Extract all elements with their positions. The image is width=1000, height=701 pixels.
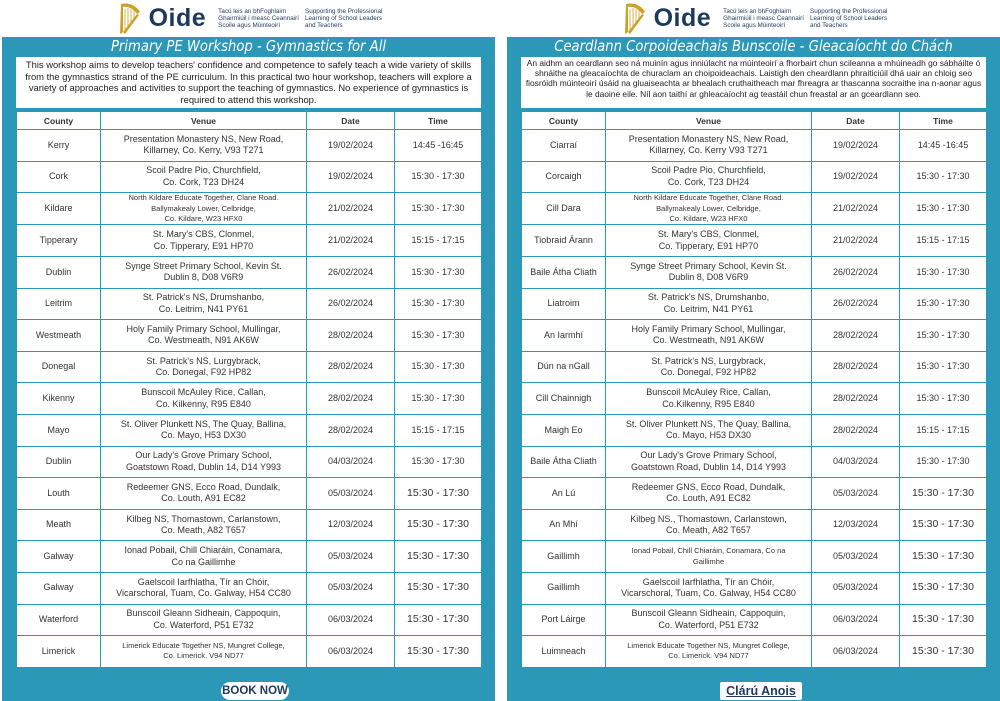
harp-icon — [620, 2, 648, 36]
venue-line: Co. Limerick. V94 ND77 — [668, 651, 749, 661]
venue-line: Presentation Monastery NS, New Road, — [123, 133, 284, 144]
cell-venue — [606, 161, 812, 193]
cell-time: 15:30 - 17:30 — [900, 383, 987, 415]
cell-county: Mayo — [17, 414, 101, 446]
venue-line: Co. Leitrim, N41 PY61 — [663, 303, 754, 314]
logo-bar — [2, 0, 495, 37]
venue-line: Goatstown Road, Dublin 14, D14 Y993 — [631, 461, 786, 472]
cell-date: 21/02/2024 — [307, 225, 395, 257]
table-row — [522, 446, 987, 478]
cell-county: Baile Átha Cliath — [522, 446, 606, 478]
cell-county: Maigh Eo — [522, 414, 606, 446]
cell-time: 15:30 - 17:30 — [900, 604, 987, 636]
book-now-button[interactable]: BOOK NOW — [221, 682, 289, 700]
cell-county: Leitrim — [17, 288, 101, 320]
venue-line: Dublin 8, D08 V6R9 — [668, 272, 749, 283]
cell-venue — [101, 478, 307, 510]
cell-county: Dún na nGall — [522, 351, 606, 383]
tagline-irish: Tacú leis an bhFoghlaim Ghairmiúil i measc Ceannairí Scoile agus Múinteoirí — [218, 7, 300, 30]
cell-time: 15:30 - 17:30 — [900, 478, 987, 510]
header-time: Time — [900, 112, 987, 130]
table-row — [17, 636, 482, 668]
cell-time: 15:15 - 17:15 — [900, 225, 987, 257]
table-row — [17, 572, 482, 604]
cell-county: Louth — [17, 478, 101, 510]
venue-line: Killarney, Co. Kerry, V93 T271 — [143, 145, 264, 156]
cell-time: 15:30 - 17:30 — [395, 257, 482, 289]
cell-date: 12/03/2024 — [812, 509, 900, 541]
table-row — [522, 257, 987, 289]
table-row — [17, 193, 482, 225]
venue-line: Co. Westmeath, N91 AK6W — [148, 335, 259, 346]
cell-date: 28/02/2024 — [812, 351, 900, 383]
venue-line: Co.Kilkenny, R95 E840 — [662, 398, 755, 409]
cell-venue — [606, 130, 812, 162]
table-row — [17, 288, 482, 320]
cell-time: 15:30 - 17:30 — [900, 161, 987, 193]
venue-line: North Kildare Educate Together, Clane Road. — [128, 193, 279, 203]
cell-venue — [606, 257, 812, 289]
venue-line: Scoil Padre Pio, Churchfield, — [146, 165, 261, 176]
cell-time: 15:30 - 17:30 — [395, 320, 482, 352]
table-row — [17, 509, 482, 541]
venue-line: Kilbeg NS, Thomastown, Carlanstown, — [126, 513, 281, 524]
venue-line: Ballymakealy Lower, Celbridge, — [151, 203, 256, 213]
cell-venue — [101, 320, 307, 352]
cell-venue — [101, 257, 307, 289]
workshop-title: Primary PE Workshop - Gymnastics for All — [110, 37, 387, 55]
venue-line: Synge Street Primary School, Kevin St. — [125, 260, 282, 271]
venue-line: Limerick Educate Together NS, Mungret College, — [122, 641, 285, 651]
venue-line: Co. Leitrim, N41 PY61 — [158, 303, 249, 314]
cell-venue — [101, 351, 307, 383]
cell-time: 15:30 - 17:30 — [900, 541, 987, 573]
table-row — [522, 478, 987, 510]
venue-line: St. Oliver Plunkett NS, The Quay, Ballina, — [625, 418, 792, 429]
cell-county: Galway — [17, 572, 101, 604]
cell-time: 15:30 - 17:30 — [395, 604, 482, 636]
cell-date: 12/03/2024 — [307, 509, 395, 541]
venue-line: Co na Gaillimhe — [171, 556, 236, 567]
header-county: County — [17, 112, 101, 130]
table-row — [522, 636, 987, 668]
venue-line: Holy Family Primary School, Mullingar, — [126, 323, 281, 334]
table-row — [522, 161, 987, 193]
cell-county: Port Láirge — [522, 604, 606, 636]
venue-line: Limerick Educate Together NS, Mungret College, — [627, 641, 790, 651]
venue-line: Killarney, Co. Kerry V93 T271 — [649, 145, 768, 156]
table-row — [17, 541, 482, 573]
cell-county: Kikenny — [17, 383, 101, 415]
cell-time: 15:30 - 17:30 — [900, 351, 987, 383]
poster-irish — [507, 0, 1000, 701]
cell-venue — [606, 414, 812, 446]
cell-date: 06/03/2024 — [307, 604, 395, 636]
cell-date: 28/02/2024 — [307, 351, 395, 383]
cell-date: 28/02/2024 — [307, 414, 395, 446]
cell-venue — [101, 130, 307, 162]
workshop-description: This workshop aims to develop teachers' confidence and competence to safely teach a wide variety of skills from the gymnastics strand of the PE curriculum. In this practical two hour workshop, teachers will explore a variety of approaches and activities to support the teaching of gymnastics. No experience of gymnastics is required to attend this workshop. — [16, 57, 481, 108]
workshop-description: An aidhm an ceardlann seo ná muinín agus inniúlacht na múinteoirí a fhorbairt chun scileanna a mhúineadh go sábháilte ó shnáithe na gleacaíochta de churaclam an choipoideachais. Laistigh den cheardlann phraiticiúil dhá uair an chloig seo fiosróidh múinteoirí úsáid na gluaiseachta ar bhealach cruthaitheach mar fhreagra ar thascanna socraithe ina n-aonar agus le daoine eile. Níl aon taithí ar ghleacaíocht ag teastáil chun freastal ar an gceardlann seo. — [521, 57, 986, 108]
cell-venue — [606, 636, 812, 668]
cell-date: 28/02/2024 — [812, 414, 900, 446]
cell-date: 26/02/2024 — [307, 257, 395, 289]
cell-date: 26/02/2024 — [812, 257, 900, 289]
venue-line: Co. Donegal, F92 HP82 — [660, 367, 757, 378]
schedule-table — [16, 111, 482, 668]
cell-venue — [101, 604, 307, 636]
cell-venue — [606, 288, 812, 320]
cell-county: Galway — [17, 541, 101, 573]
cell-time: 15:30 - 17:30 — [900, 446, 987, 478]
venue-line: Gaelscoil Iarfhlatha, Tír an Chóir, — [137, 576, 270, 587]
cell-time: 15:30 - 17:30 — [395, 509, 482, 541]
cell-county: Waterford — [17, 604, 101, 636]
venue-line: Co. Kildare, W23 HFX0 — [164, 214, 243, 223]
table-row — [17, 257, 482, 289]
header-county: County — [522, 112, 606, 130]
table-row — [522, 541, 987, 573]
table-row — [17, 383, 482, 415]
cell-time: 15:30 - 17:30 — [395, 288, 482, 320]
logo-bar — [507, 0, 1000, 37]
venue-line: Bunscoil McAuley Rice, Callan, — [646, 387, 771, 398]
tagline-english: Supporting the Professional Learning of School Leaders and Teachers — [810, 7, 888, 30]
cell-county: Tipperary — [17, 225, 101, 257]
venue-line: Ionad Pobail, Chill Chiaráin, Conamara, Co na — [631, 546, 786, 556]
tagline-irish: Tacú leis an bhFoghlaim Ghairmiúil i measc Ceannairí Scoile agus Múinteoirí — [723, 7, 805, 30]
table-row — [17, 604, 482, 636]
cell-date: 28/02/2024 — [812, 383, 900, 415]
cell-time: 15:30 - 17:30 — [395, 478, 482, 510]
cell-time: 15:30 - 17:30 — [900, 572, 987, 604]
table-row — [522, 320, 987, 352]
venue-line: Ionad Pobail, Chill Chiaráin, Conamara, — [124, 545, 283, 556]
cell-venue — [101, 288, 307, 320]
cell-time: 15:15 - 17:15 — [395, 225, 482, 257]
cell-county: Dublin — [17, 257, 101, 289]
venue-line: North Kildare Educate Together, Clane Road. — [633, 193, 784, 203]
cell-time: 15:30 - 17:30 — [395, 572, 482, 604]
table-header-row — [522, 112, 987, 130]
table-row — [522, 572, 987, 604]
venue-line: Co. Westmeath, N91 AK6W — [653, 335, 764, 346]
cell-county: Gaillimh — [522, 541, 606, 573]
cell-county: Luimneach — [522, 636, 606, 668]
brand-name: Oide — [148, 4, 207, 32]
cell-date: 26/02/2024 — [307, 288, 395, 320]
table-row — [522, 383, 987, 415]
cell-venue — [101, 414, 307, 446]
venue-line: Co. Waterford, P51 E732 — [153, 619, 254, 630]
venue-line: Vicarschoral, Tuam, Co. Galway, H54 CC80 — [621, 588, 796, 599]
cell-date: 04/03/2024 — [307, 446, 395, 478]
venue-line: St. Patrick's NS, Lurgybrack, — [146, 355, 261, 366]
venue-line: Bunscoil Gleann Sidheain, Cappoquin, — [631, 608, 786, 619]
cell-date: 26/02/2024 — [812, 288, 900, 320]
cell-time: 15:30 - 17:30 — [900, 257, 987, 289]
cell-venue — [101, 636, 307, 668]
cell-venue — [101, 383, 307, 415]
cell-date: 05/03/2024 — [307, 572, 395, 604]
venue-line: Holy Family Primary School, Mullingar, — [631, 323, 786, 334]
brand-name: Oide — [653, 4, 712, 32]
cell-venue — [606, 383, 812, 415]
table-row — [522, 509, 987, 541]
cell-time: 15:15 - 17:15 — [900, 414, 987, 446]
cell-time: 15:30 - 17:30 — [395, 541, 482, 573]
cell-time: 15:30 - 17:30 — [900, 636, 987, 668]
venue-line: Vicarschoral, Tuam, Co. Galway, H54 CC80 — [116, 588, 291, 599]
cell-time: 15:30 - 17:30 — [395, 161, 482, 193]
cell-time: 15:30 - 17:30 — [900, 193, 987, 225]
cell-date: 21/02/2024 — [812, 225, 900, 257]
venue-line: Co. Kildare, W23 HFX0 — [669, 214, 748, 223]
cell-county: Kerry — [17, 130, 101, 162]
venue-line: Co. Meath, A82 T657 — [161, 525, 246, 536]
venue-line: Scoil Padre Pio, Churchfield, — [651, 165, 766, 176]
workshop-title: Ceardlann Corpoideachais Bunscoile - Gleacaíocht do Chách — [554, 37, 953, 55]
cell-time: 14:45 -16:45 — [900, 130, 987, 162]
cell-venue — [606, 604, 812, 636]
venue-line: Bunscoil McAuley Rice, Callan, — [141, 387, 266, 398]
table-row — [522, 193, 987, 225]
venue-line: Co. Waterford, P51 E732 — [658, 619, 759, 630]
cell-county: Ciarraí — [522, 130, 606, 162]
cell-date: 28/02/2024 — [307, 383, 395, 415]
cell-county: Gaillimh — [522, 572, 606, 604]
cell-county: Liatroim — [522, 288, 606, 320]
cell-date: 19/02/2024 — [307, 130, 395, 162]
cell-venue — [101, 572, 307, 604]
cell-date: 05/03/2024 — [812, 572, 900, 604]
harp-icon — [115, 2, 143, 36]
venue-line: Our Lady's Grove Primary School, — [135, 450, 272, 461]
venue-line: Ballymakealy Lower, Celbridge, — [656, 203, 761, 213]
table-row — [522, 130, 987, 162]
venue-line: Goatstown Road, Dublin 14, D14 Y993 — [126, 461, 281, 472]
cell-venue — [606, 225, 812, 257]
venue-line: St. Patrick's NS, Drumshanbo, — [647, 292, 770, 303]
cell-date: 21/02/2024 — [812, 193, 900, 225]
table-row — [17, 320, 482, 352]
cell-time: 15:15 - 17:15 — [395, 414, 482, 446]
cell-date: 06/03/2024 — [812, 636, 900, 668]
venue-line: Presentation Monastery NS, New Road, — [628, 133, 789, 144]
header-date: Date — [307, 112, 395, 130]
venue-line: Synge Street Primary School, Kevin St. — [630, 260, 787, 271]
schedule-table — [521, 111, 987, 668]
header-venue: Venue — [101, 112, 307, 130]
venue-line: Co. Cork, T23 DH24 — [667, 176, 750, 187]
cell-county: Dublin — [17, 446, 101, 478]
venue-line: Co. Louth, A91 EC82 — [666, 493, 751, 504]
venue-line: Co. Meath, A82 T657 — [666, 525, 751, 536]
cell-venue — [101, 161, 307, 193]
venue-line: Co. Kilkenny, R95 E840 — [156, 398, 251, 409]
cell-date: 19/02/2024 — [812, 161, 900, 193]
cell-date: 19/02/2024 — [812, 130, 900, 162]
table-row — [17, 130, 482, 162]
cell-date: 04/03/2024 — [812, 446, 900, 478]
cell-venue — [606, 541, 812, 573]
table-row — [522, 414, 987, 446]
cell-time: 15:30 - 17:30 — [395, 351, 482, 383]
header-date: Date — [812, 112, 900, 130]
venue-line: Gaillimhe — [692, 556, 725, 566]
cell-county: An Mhí — [522, 509, 606, 541]
cell-date: 19/02/2024 — [307, 161, 395, 193]
cell-time: 14:45 -16:45 — [395, 130, 482, 162]
table-row — [522, 288, 987, 320]
venue-line: Co. Mayo, H53 DX30 — [160, 430, 247, 441]
header-venue: Venue — [606, 112, 812, 130]
venue-line: Our Lady's Grove Primary School, — [640, 450, 777, 461]
cell-date: 05/03/2024 — [812, 541, 900, 573]
cell-date: 06/03/2024 — [307, 636, 395, 668]
cell-county: Cill Dara — [522, 193, 606, 225]
venue-line: St. Patrick's NS, Drumshanbo, — [142, 292, 265, 303]
cell-county: Meath — [17, 509, 101, 541]
register-now-button[interactable]: Clárú Anois — [720, 682, 802, 700]
cell-time: 15:30 - 17:30 — [395, 193, 482, 225]
cell-county: Tiobraid Árann — [522, 225, 606, 257]
cell-county: Kildare — [17, 193, 101, 225]
venue-line: Co. Donegal, F92 HP82 — [155, 367, 252, 378]
venue-line: St. Mary's CBS, Clonmel, — [152, 229, 255, 240]
tagline-english: Supporting the Professional Learning of School Leaders and Teachers — [305, 7, 383, 30]
venue-line: Redeemer GNS, Ecco Road, Dundalk, — [631, 481, 786, 492]
cell-venue — [606, 572, 812, 604]
cell-date: 06/03/2024 — [812, 604, 900, 636]
cell-county: Cill Chainnigh — [522, 383, 606, 415]
cell-venue — [606, 509, 812, 541]
table-row — [17, 351, 482, 383]
cell-venue — [101, 446, 307, 478]
cell-date: 21/02/2024 — [307, 193, 395, 225]
cell-venue — [606, 351, 812, 383]
table-row — [17, 478, 482, 510]
venue-line: Kilbeg NS., Thomastown, Carlanstown, — [630, 513, 787, 524]
cell-venue — [101, 225, 307, 257]
venue-line: St. Patrick's NS, Lurgybrack, — [651, 355, 766, 366]
cell-date: 28/02/2024 — [812, 320, 900, 352]
table-header-row — [17, 112, 482, 130]
cell-time: 15:30 - 17:30 — [900, 320, 987, 352]
poster-gutter — [495, 0, 507, 701]
cell-venue — [606, 320, 812, 352]
venue-line: Co. Louth, A91 EC82 — [161, 493, 246, 504]
cell-county: Donegal — [17, 351, 101, 383]
cell-time: 15:30 - 17:30 — [900, 288, 987, 320]
venue-line: Co. Cork, T23 DH24 — [162, 176, 245, 187]
table-row — [522, 351, 987, 383]
cell-venue — [606, 478, 812, 510]
cell-date: 05/03/2024 — [812, 478, 900, 510]
venue-line: Redeemer GNS, Ecco Road, Dundalk, — [126, 481, 281, 492]
cell-time: 15:30 - 17:30 — [900, 509, 987, 541]
cell-venue — [606, 446, 812, 478]
table-row — [17, 161, 482, 193]
cell-venue — [101, 509, 307, 541]
header-time: Time — [395, 112, 482, 130]
table-row — [522, 604, 987, 636]
cell-date: 05/03/2024 — [307, 541, 395, 573]
venue-line: Gaelscoil Iarfhlatha, Tír an Chóir, — [642, 576, 775, 587]
table-row — [17, 225, 482, 257]
venue-line: St. Oliver Plunkett NS, The Quay, Ballina, — [120, 418, 287, 429]
cell-county: Cork — [17, 161, 101, 193]
cell-county: An Iarmhí — [522, 320, 606, 352]
cell-county: Limerick — [17, 636, 101, 668]
venue-line: Co. Limerick. V94 ND77 — [163, 651, 244, 661]
cell-county: An Lú — [522, 478, 606, 510]
venue-line: Co. Tipperary, E91 HP70 — [153, 240, 254, 251]
venue-line: Bunscoil Gleann Sidheain, Cappoquin, — [126, 608, 281, 619]
cell-time: 15:30 - 17:30 — [395, 636, 482, 668]
cell-county: Corcaigh — [522, 161, 606, 193]
cell-date: 05/03/2024 — [307, 478, 395, 510]
table-row — [17, 414, 482, 446]
venue-line: St. Mary's CBS, Clonmel, — [657, 229, 760, 240]
cell-county: Westmeath — [17, 320, 101, 352]
cell-time: 15:30 - 17:30 — [395, 446, 482, 478]
cell-venue — [606, 193, 812, 225]
cell-time: 15:30 - 17:30 — [395, 383, 482, 415]
cell-venue — [101, 193, 307, 225]
poster-english — [2, 0, 495, 701]
cell-county: Baile Átha Cliath — [522, 257, 606, 289]
venue-line: Co. Mayo, H53 DX30 — [665, 430, 752, 441]
cell-date: 28/02/2024 — [307, 320, 395, 352]
venue-line: Dublin 8, D08 V6R9 — [163, 272, 244, 283]
cell-venue — [101, 541, 307, 573]
table-row — [522, 225, 987, 257]
table-row — [17, 446, 482, 478]
venue-line: Co. Tipperary, E91 HP70 — [658, 240, 759, 251]
